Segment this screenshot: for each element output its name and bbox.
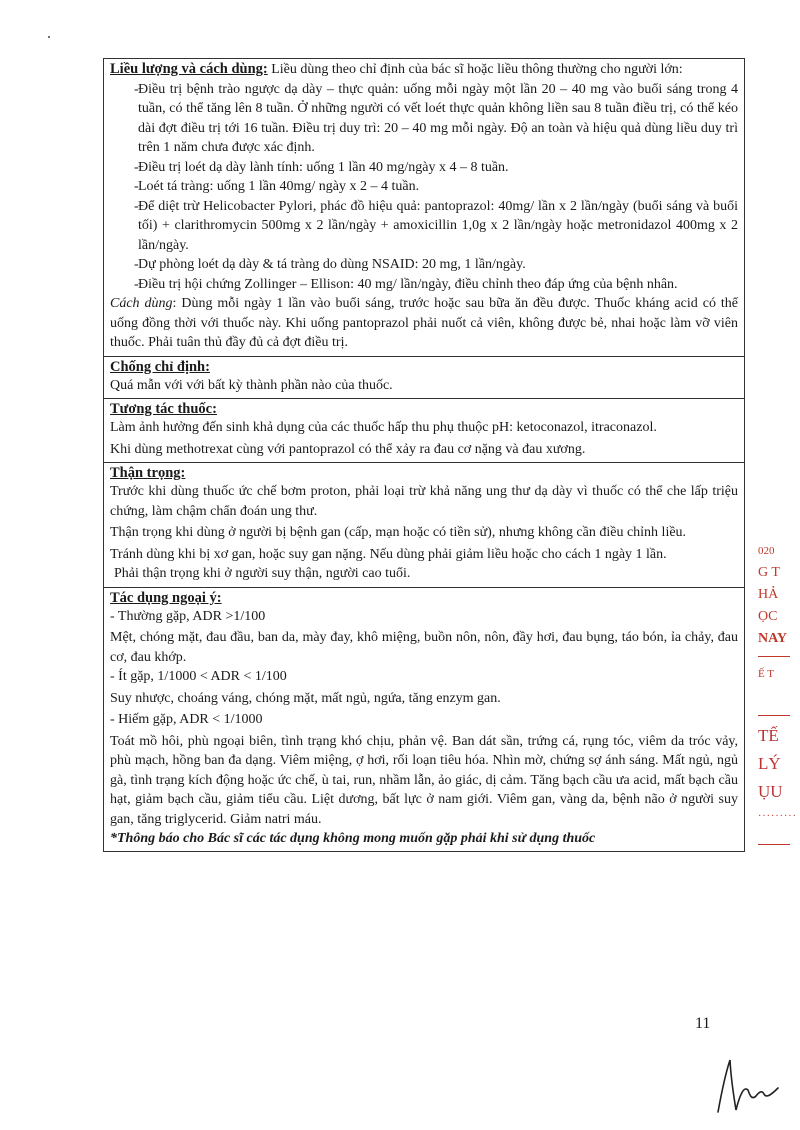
dosage-item: - Để diệt trừ Helicobacter Pylori, phác đồ hiệu quả: pantoprazol: 40mg/ lần x 2 lần/ngày (buổi sáng và buổi tối) + clarithromycin 500mg x 2 lần/ngày + amoxicillin 1,0g x 2 lần/ngày hoặc metronidazol 400mg x 2 lần/ngày. — [110, 197, 738, 256]
adr-uncommon-label: - Ít gặp, 1/1000 < ADR < 1/100 — [110, 669, 287, 684]
adr-common-label: - Thường gặp, ADR >1/100 — [110, 608, 266, 624]
adr-rare-text: Toát mồ hôi, phù ngoại biên, tình trạng khó chịu, phản vệ. Ban dát sần, trứng cá, rụng tóc, viêm da tróc vảy, phù mạch, hồng ban đa dạng. Viêm miệng, ợ hơi, rối loạn tiêu hóa. Nhìn mờ, chứng sợ ánh sáng. Mất ngủ, ngủ gà, tình trạng kích động hoặc ức chế, ù tai, run, nhầm lẫn, ảo giác, dị cảm. Tăng bạch cầu ưa acid, mất bạch cầu hạt, giảm bạch cầu, giảm tiểu cầu. Liệt dương, bất lực ở nam giới. Viêm gan, vàng da, bệnh não ở người suy gan, tăng triglycerid. Giảm natri máu. — [110, 733, 738, 827]
signature-icon — [712, 1050, 782, 1120]
stamp-fragment: Ế T — [758, 668, 774, 680]
adr-uncommon-text: Suy nhược, choáng váng, chóng mặt, mất ngủ, ngứa, tăng enzym gan. — [110, 690, 501, 706]
stamp-fragment: ỌC — [758, 609, 778, 624]
stamp-line — [758, 844, 790, 845]
adr-rare-label: - Hiếm gặp, ADR < 1/1000 — [110, 712, 263, 727]
interactions-heading: Tương tác thuốc: — [110, 401, 217, 417]
stamp-fragment: TẾ — [758, 726, 779, 745]
stamp-fragment: 020 — [758, 545, 775, 557]
dosage-intro: Liều dùng theo chỉ định của bác sĩ hoặc liều thông thường cho người lớn: — [267, 62, 683, 77]
usage-label: Cách dùng — [110, 296, 173, 311]
precautions-text: Phải thận trọng khi ở người suy thận, người cao tuổi. — [114, 566, 411, 581]
stamp-dots: ········· — [758, 811, 797, 822]
section-contraindications — [104, 357, 744, 400]
stamp-fragment: NAY — [758, 631, 788, 646]
precautions-heading: Thận trọng: — [110, 465, 186, 481]
stamp-fragment: LÝ — [758, 754, 781, 773]
adr-common-text: Mệt, chóng mặt, đau đầu, ban da, mày đay, khô miệng, buồn nôn, nôn, đầy hơi, đau bụng, táo bón, ỉa chảy, đau cơ, đau khớp. — [110, 630, 738, 665]
document-table — [103, 58, 745, 852]
interactions-text: Khi dùng methotrexat cùng với pantoprazol có thể xảy ra đau cơ nặng và đau xương. — [110, 441, 586, 457]
contraindications-heading: Chống chỉ định: — [110, 358, 210, 375]
page-number: 11 — [695, 1015, 711, 1032]
section-dosage — [104, 59, 744, 357]
dosage-heading: Liều lượng và cách dùng: — [110, 61, 268, 77]
stamp-line — [758, 656, 790, 657]
stamp-fragment: G T — [758, 565, 780, 580]
dosage-item: - Điều trị hội chứng Zollinger – Ellison: 40 mg/ lần/ngày, điều chỉnh theo đáp ứng của bệnh nhân. — [110, 275, 738, 295]
section-interactions — [104, 399, 744, 463]
contraindications-text: Quá mẫn với với bất kỳ thành phần nào của thuốc. — [110, 377, 393, 393]
interactions-text: Làm ảnh hưởng đến sinh khả dụng của các thuốc hấp thu phụ thuộc pH: ketoconazol, itraconazol. — [110, 420, 657, 435]
dosage-item: - Điều trị bệnh trào ngược dạ dày – thực quản: uống mỗi ngày một lần 20 – 40 mg vào buổi sáng trong 4 tuần, có thể tăng lên 8 tuần. Ở những người có vết loét thực quản không liền sau 8 tuần điều trị, có thể kéo dài đợt điều trị tới 16 tuần. Điều trị duy trì: 20 – 40 mg mỗi ngày. Độ an toàn và hiệu quả dùng liều duy trì trên 1 năm chưa được xác định. — [110, 80, 738, 158]
stamp-line — [758, 715, 790, 716]
dosage-item: - Điều trị loét dạ dày lành tính: uống 1 lần 40 mg/ngày x 4 – 8 tuần. — [110, 158, 738, 178]
precautions-text: Thận trọng khi dùng ở người bị bệnh gan (cấp, mạn hoặc có tiền sử), nhưng không cần điều chỉnh liều. — [110, 525, 687, 540]
section-adverse-effects — [104, 588, 744, 852]
adverse-note: *Thông báo cho Bác sĩ các tác dụng không mong muốn gặp phải khi sử dụng thuốc — [110, 831, 596, 846]
speck — [48, 36, 50, 38]
stamp-fragment: HẢ — [758, 587, 779, 602]
stamp-edge — [758, 540, 800, 851]
dosage-item: - Loét tá tràng: uống 1 lần 40mg/ ngày x 2 – 4 tuần. — [110, 177, 738, 197]
precautions-text: Tránh dùng khi bị xơ gan, hoặc suy gan nặng. Nếu dùng phải giảm liều hoặc cho cách 1 ngày 1 lần. — [110, 546, 667, 562]
usage-text: : Dùng mỗi ngày 1 lần vào buổi sáng, trước hoặc sau bữa ăn đều được. Thuốc kháng acid có thể uống đồng thời với thuốc này. Khi uống pantoprazol phải nuốt cả viên, không được bẻ, nhai hoặc làm vỡ viên thuốc. Phải tuân thủ đầy đủ cả đợt điều trị. — [110, 296, 738, 350]
precautions-text: Trước khi dùng thuốc ức chế bơm proton, phải loại trừ khả năng ung thư dạ dày vì thuốc có thể che lấp triệu chứng, làm chậm chẩn đoán ung thư. — [110, 484, 738, 519]
stamp-fragment: ỤU — [758, 782, 783, 801]
adverse-heading: Tác dụng ngoại ý: — [110, 589, 222, 606]
section-precautions — [104, 463, 744, 588]
dosage-item: - Dự phòng loét dạ dày & tá tràng do dùng NSAID: 20 mg, 1 lần/ngày. — [110, 255, 738, 275]
